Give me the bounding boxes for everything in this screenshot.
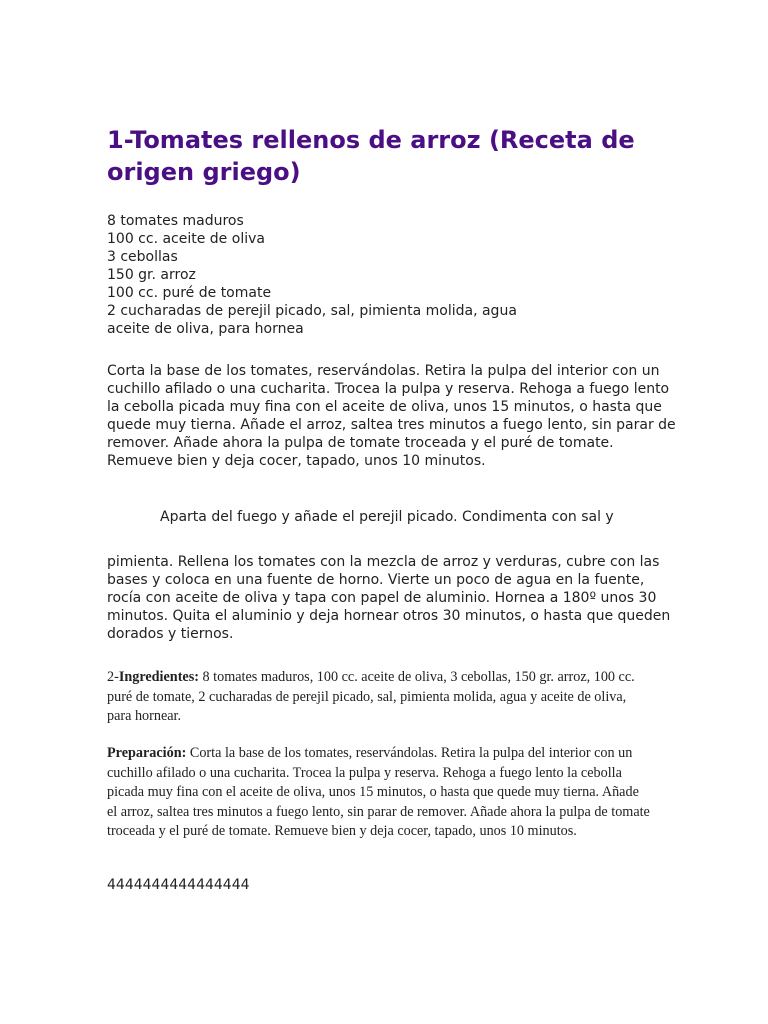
list-item: 100 cc. aceite de oliva bbox=[107, 231, 265, 247]
list-item: 100 cc. puré de tomate bbox=[107, 285, 272, 301]
list-item: aceite de oliva, para hornea bbox=[107, 321, 304, 337]
ingredients-text: 8 tomates maduros, 100 cc. aceite de oliva, 3 cebollas, 150 gr. arroz, 100 cc. puré de tomate, 2 cucharadas de perejil picado, sal, pimienta molida, agua y aceite de oliva, para hornear. bbox=[107, 669, 635, 724]
list-item: 150 gr. arroz bbox=[107, 267, 196, 283]
ingredient-list bbox=[107, 212, 667, 338]
list-item: 2 cucharadas de perejil picado, sal, pimienta molida, agua bbox=[107, 303, 517, 319]
preparation-paragraph-3: pimienta. Rellena los tomates con la mezcla de arroz y verduras, cubre con las bases y coloca en una fuente de horno. Vierte un poco de agua en la fuente, rocía con aceite de oliva y tapa con papel de aluminio. Hornea a 180º unos 30 minutos. Quita el aluminio y deja hornear otros 30 minutos, o hasta que queden dorados y tiernos. bbox=[107, 554, 671, 642]
section2-ingredients bbox=[107, 668, 652, 727]
preparation-paragraph-2: Aparta del fuego y añade el perejil picado. Condimenta con sal y bbox=[160, 509, 614, 525]
preparation-label: Preparación: bbox=[107, 745, 187, 761]
ingredients-label: Ingredientes: bbox=[118, 669, 199, 685]
section-number: 2- bbox=[107, 669, 119, 685]
section2-preparation bbox=[107, 744, 652, 842]
list-item: 3 cebollas bbox=[107, 249, 178, 265]
preparation-text: Corta la base de los tomates, reservándolas. Retira la pulpa del interior con un cuchillo afilado o una cucharita. Trocea la pulpa y reserva. Rehoga a fuego lento la cebolla picada muy fina con el aceite de oliva, unos 15 minutos, o hasta que quede muy tierna. Añade el arroz, saltea tres minutos a fuego lento, sin parar de remover. Añade ahora la pulpa de tomate troceada y el puré de tomate. Remueve bien y deja cocer, tapado, unos 10 minutos. bbox=[107, 745, 650, 839]
preparation-paragraph-1: Corta la base de los tomates, reservándolas. Retira la pulpa del interior con un cuchillo afilado o una cucharita. Trocea la pulpa y reserva. Rehoga a fuego lento la cebolla picada muy fina con el aceite de oliva, unos 15 minutos, o hasta que quede muy tierna. Añade el arroz, saltea tres minutos a fuego lento, sin parar de remover. Añade ahora la pulpa de tomate troceada y el puré de tomate. Remueve bien y deja cocer, tapado, unos 10 minutos. bbox=[107, 363, 676, 469]
footer-numbers: 4444444444444444 bbox=[107, 877, 250, 893]
list-item: 8 tomates maduros bbox=[107, 213, 244, 229]
recipe-title: 1-Tomates rellenos de arroz (Receta de origen griego) bbox=[107, 126, 635, 186]
